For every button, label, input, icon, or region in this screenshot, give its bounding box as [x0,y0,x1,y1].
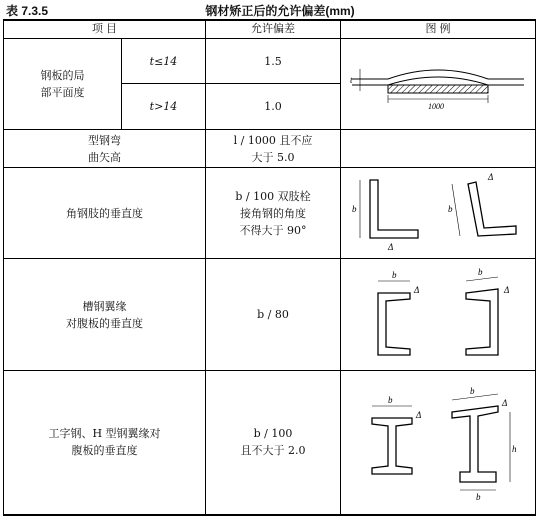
header-figure: 图 例 [341,20,536,39]
channel-b-label-2: b [478,266,483,277]
row-ibeam-value: b / 100 且不大于 2.0 [206,371,341,515]
row-angle-item: 角钢肢的垂直度 [4,168,206,259]
ibeam-b-label-3: b [476,492,481,503]
channel-delta-label-1: Δ [414,284,420,295]
plate-t-label: t [350,75,353,85]
channel-figure [341,259,536,371]
ibeam-perpendicularity-diagram [348,382,528,502]
row-plate-item: 钢板的局 部平面度 [4,39,122,130]
row-bend-item: 型钢弯 曲矢高 [4,130,206,168]
angle-figure [341,168,536,259]
channel-perpendicularity-diagram [348,263,528,367]
ibeam-delta-label-1: Δ [416,410,422,421]
row-bend-figure [341,130,536,168]
angle-b-label-1: b [352,204,357,214]
ibeam-h-label: h [512,444,517,455]
plate-flatness-diagram [348,39,528,129]
table-title: 钢材矫正后的允许偏差(mm) [205,4,355,18]
row-bend-value: l / 1000 且不应 大于 5.0 [206,130,341,168]
plate-thin-value: 1.5 [206,39,341,84]
table-number: 表 7.3.5 [6,4,49,18]
ibeam-delta-label-2: Δ [502,398,508,409]
deviation-table [3,19,536,516]
plate-dim-label: 1000 [428,102,444,111]
plate-figure [341,39,536,130]
row-angle-value: b / 100 双肢栓 接角钢的角度 不得大于 90° [206,168,341,259]
channel-b-label-1: b [392,269,397,280]
plate-thin-condition: t≤14 [122,39,206,84]
row-ibeam-item: 工字钢、H 型钢翼缘对 腹板的垂直度 [4,371,206,515]
angle-delta-label-2: Δ [488,172,494,182]
plate-thick-value: 1.0 [206,84,341,130]
row-channel-value: b / 80 [206,259,341,371]
angle-b-label-2: b [448,204,453,214]
channel-delta-label-2: Δ [504,284,510,295]
header-item: 项 目 [4,20,206,39]
header-tolerance: 允许偏差 [206,20,341,39]
ibeam-b-label-2: b [470,386,475,397]
angle-perpendicularity-diagram [348,170,528,256]
angle-delta-label-1: Δ [388,242,394,252]
plate-thick-condition: t>14 [122,84,206,130]
ibeam-b-label-1: b [388,395,393,406]
row-channel-item: 槽钢翼缘 对腹板的垂直度 [4,259,206,371]
ibeam-figure [341,371,536,515]
